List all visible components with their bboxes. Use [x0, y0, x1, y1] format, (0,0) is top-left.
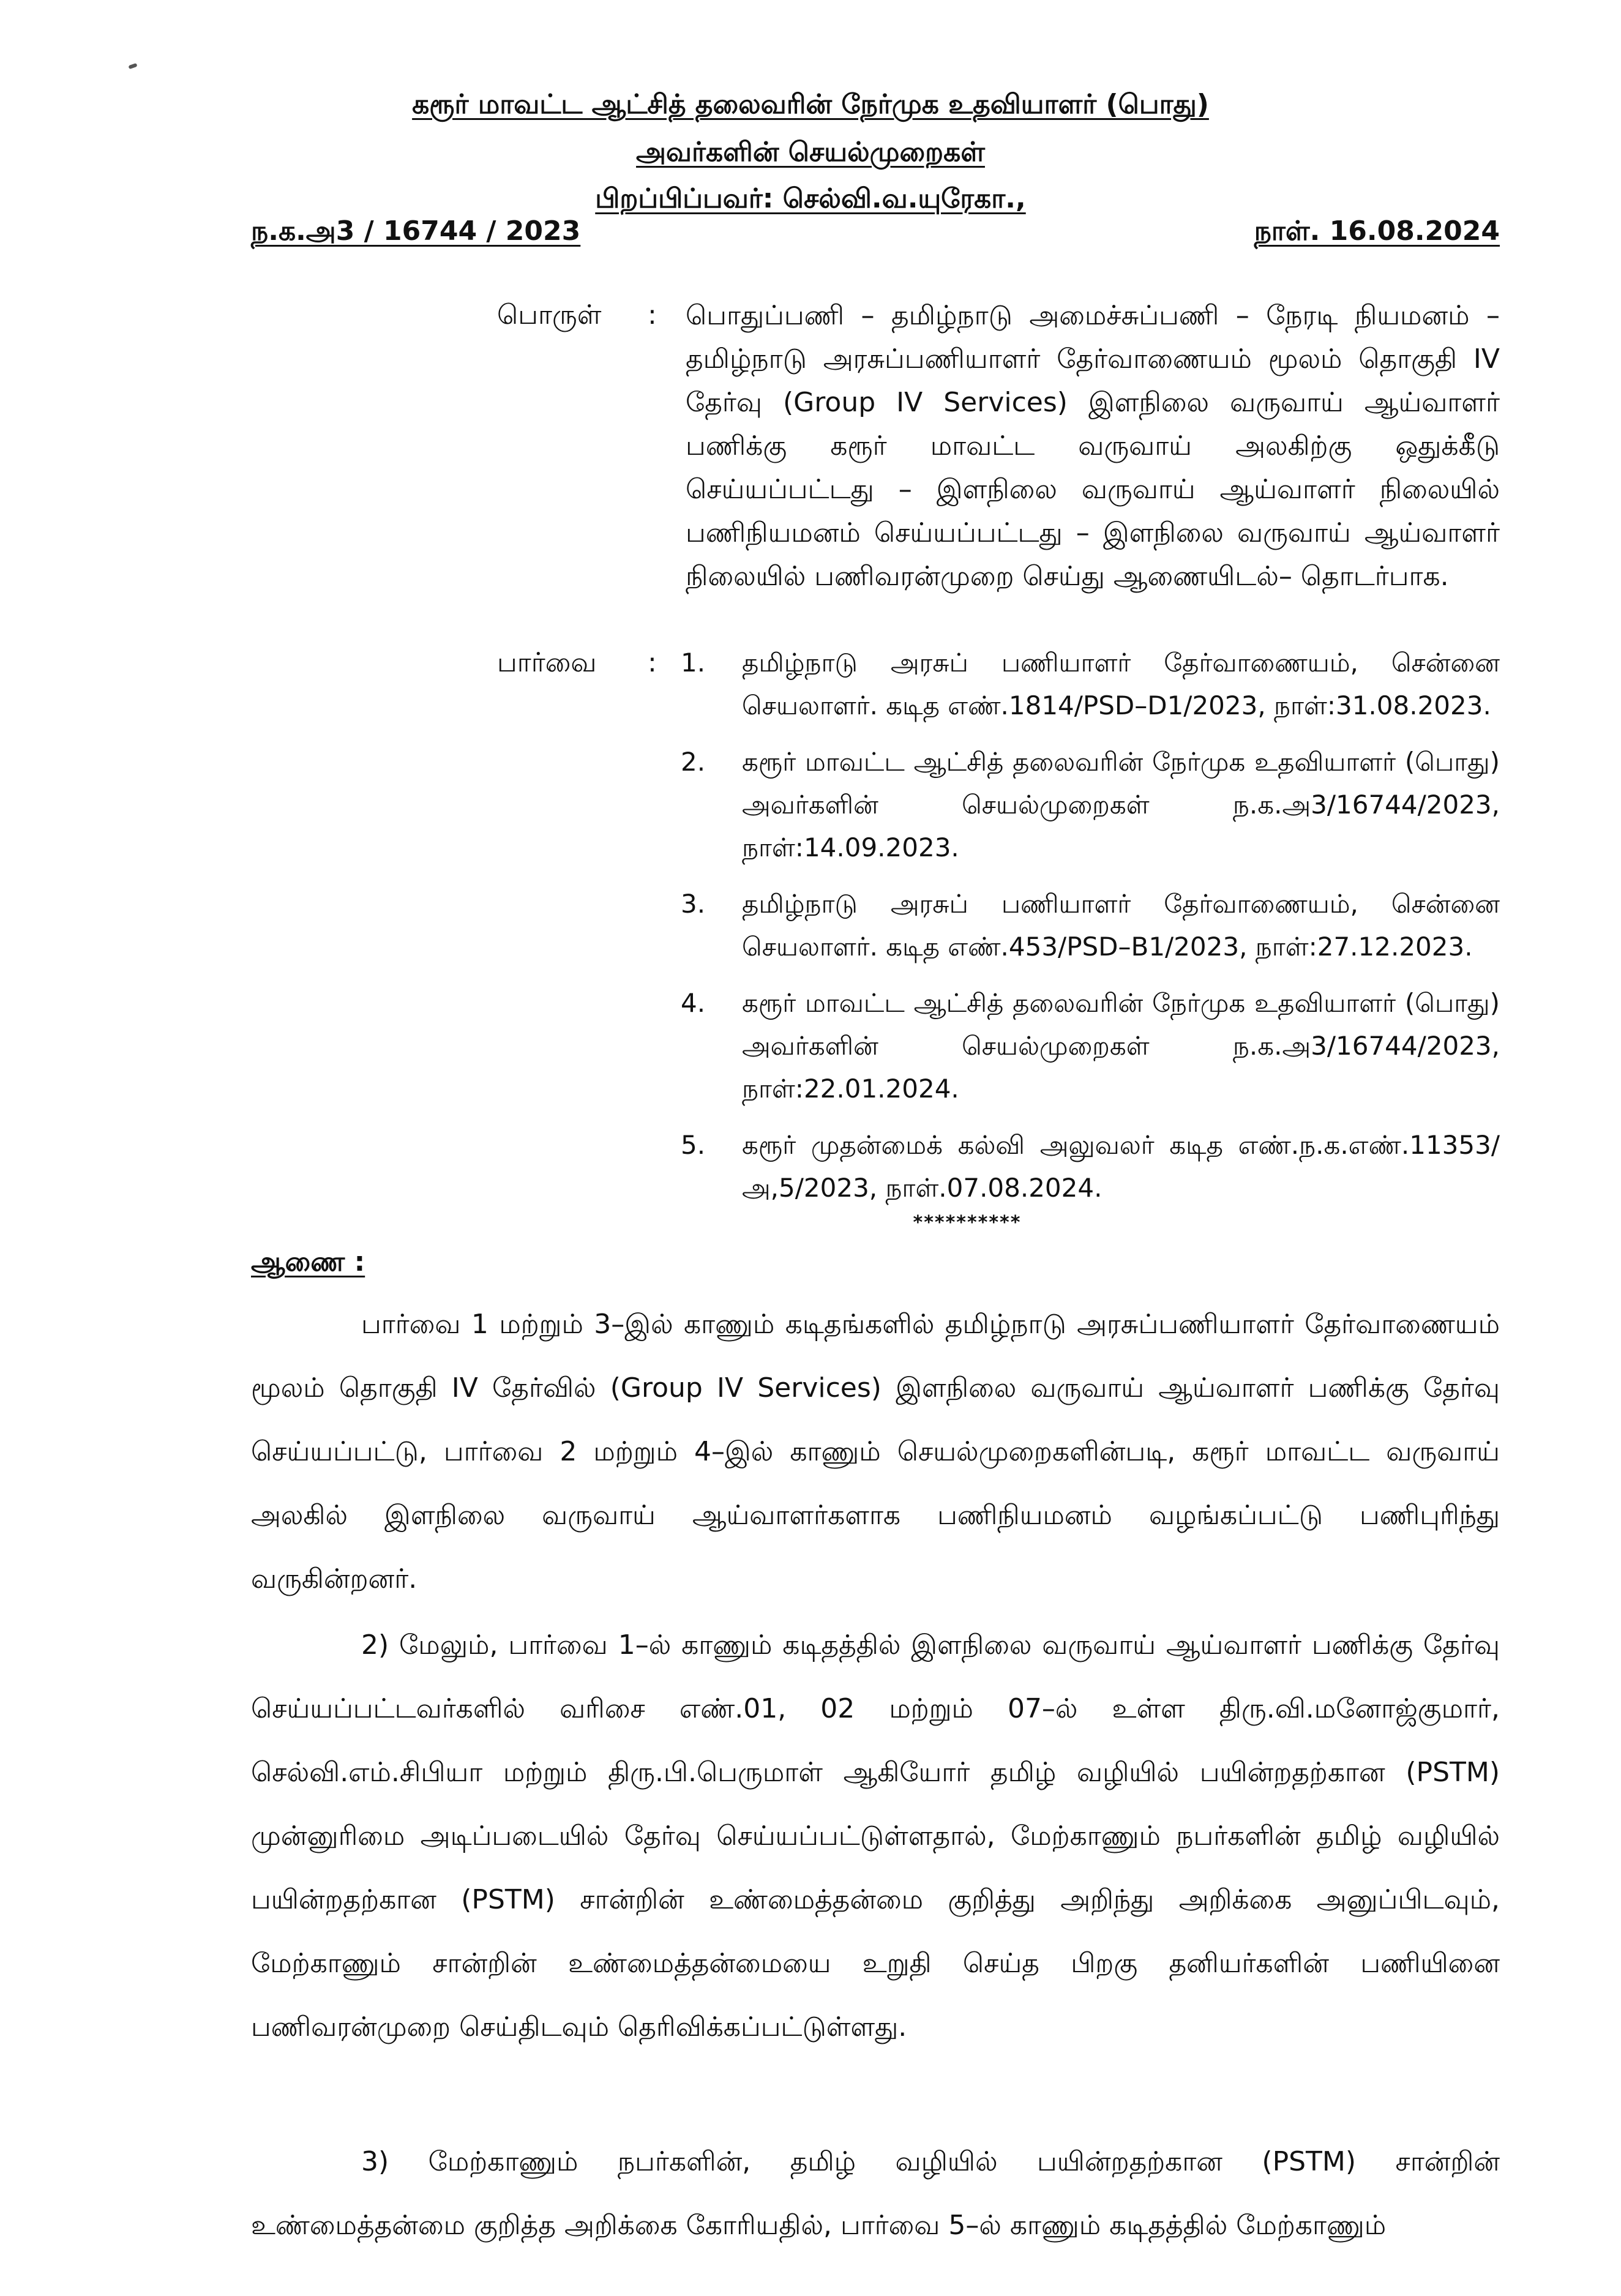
reference-item: [681, 982, 1500, 1110]
reference-line: [251, 215, 1500, 258]
reference-item: [681, 883, 1500, 968]
document-date: நாள். 16.08.2024: [1254, 215, 1500, 247]
paragraph-1: பார்வை 1 மற்றும் 3–இல் காணும் கடிதங்களில் தமிழ்நாடு அரசுப்பணியாளர் தேர்வாணையம் மூலம் தொகுதி IV தேர்வில் (Group IV Services) இளநிலை வருவாய் ஆய்வாளர் பணிக்கு தேர்வு செய்யப்பட்டு, பார்வை 2 மற்றும் 4–இல் காணும் செயல்முறைகளின்படி, கரூர் மாவட்ட வருவாய் அலகில் இளநிலை வருவாய் ஆய்வாளர்களாக பணிநியமனம் வழங்கப்பட்டு பணிபுரிந்து வருகின்றனர்.: [251, 1309, 1500, 1595]
order-heading: ஆணை :: [251, 1246, 365, 1277]
reference-number: 2.: [681, 747, 706, 777]
subject-label: பொருள்: [497, 299, 602, 331]
separator: **********: [913, 1212, 1022, 1233]
paragraph-2: 2) மேலும், பார்வை 1–ல் காணும் கடிதத்தில் இளநிலை வருவாய் ஆய்வாளர் பணிக்கு தேர்வு செய்யப்பட்டவர்களில் வரிசை எண்.01, 02 மற்றும் 07–ல் உள்ள திரு.வி.மனோஜ்குமார், செல்வி.எம்.சிபியா மற்றும் திரு.பி.பெருமாள் ஆகியோர் தமிழ் வழியில் பயின்றதற்கான (PSTM) முன்னுரிமை அடிப்படையில் தேர்வு செய்யப்பட்டுள்ளதால், மேற்காணும் நபர்களின் தமிழ் வழியில் பயின்றதற்கான (PSTM) சான்றின் உண்மைத்தன்மை குறித்து அறிந்து அறிக்கை அனுப்பிடவும், மேற்காணும் சான்றின் உண்மைத்தன்மையை உறுதி செய்த பிறகு தனியர்களின் பணியினை பணிவரன்முறை செய்திடவும் தெரிவிக்கப்பட்டுள்ளது.: [251, 1629, 1500, 2043]
file-number: ந.க.அ3 / 16744 / 2023: [251, 215, 581, 247]
reference-text: கரூர் முதன்மைக் கல்வி அலுவலர் கடித எண்.ந.க.எண்.11353/அ,5/2023, நாள்.07.08.2024.: [742, 1130, 1500, 1203]
header-issued-by-line: பிறப்பிப்பவர்: செல்வி.வ.யுரேகா.,: [595, 183, 1026, 214]
reference-text: தமிழ்நாடு அரசுப் பணியாளர் தேர்வாணையம், சென்னை செயலாளர். கடித எண்.453/PSD–B1/2023, நாள்:27.12.2023.: [742, 889, 1500, 962]
reference-number: 3.: [681, 889, 706, 919]
reference-item: [681, 641, 1500, 727]
subject-colon: :: [648, 299, 657, 331]
header-proceedings-line: அவர்களின் செயல்முறைகள்: [636, 136, 985, 168]
reference-number: 1.: [681, 648, 706, 678]
header-office-line: கரூர் மாவட்ட ஆட்சித் தலைவரின் நேர்முக உதவியாளர் (பொது): [412, 89, 1209, 120]
scan-mark: [128, 63, 137, 69]
paragraph-3: 3) மேற்காணும் நபர்களின், தமிழ் வழியில் பயின்றதற்கான (PSTM) சான்றின் உண்மைத்தன்மை குறித்த அறிக்கை கோரியதில், பார்வை 5–ல் காணும் கடிதத்தில் மேற்காணும்: [251, 2146, 1500, 2241]
references-list: [681, 641, 1500, 1223]
references-colon: :: [648, 647, 657, 678]
reference-item: [681, 1124, 1500, 1210]
subject-text: பொதுப்பணி – தமிழ்நாடு அமைச்சுப்பணி – நேரடி நியமனம் – தமிழ்நாடு அரசுப்பணியாளர் தேர்வாணையம் மூலம் தொகுதி IV தேர்வு (Group IV Services) இளநிலை வருவாய் ஆய்வாளர் பணிக்கு கரூர் மாவட்ட வருவாய் அலகிற்கு ஒதுக்கீடு செய்யப்பட்டது – இளநிலை வருவாய் ஆய்வாளர் நிலையில் பணிநியமனம் செய்யப்பட்டது – இளநிலை வருவாய் ஆய்வாளர் நிலையில் பணிவரன்முறை செய்து ஆணையிடல்– தொடர்பாக.: [686, 300, 1500, 592]
reference-number: 4.: [681, 988, 706, 1018]
reference-text: தமிழ்நாடு அரசுப் பணியாளர் தேர்வாணையம், சென்னை செயலாளர். கடித எண்.1814/PSD–D1/2023, நாள்:31.08.2023.: [742, 648, 1500, 720]
reference-text: கரூர் மாவட்ட ஆட்சித் தலைவரின் நேர்முக உதவியாளர் (பொது) அவர்களின் செயல்முறைகள் ந.க.அ3/16744/2023, நாள்:14.09.2023.: [742, 747, 1500, 862]
reference-text: கரூர் மாவட்ட ஆட்சித் தலைவரின் நேர்முக உதவியாளர் (பொது) அவர்களின் செயல்முறைகள் ந.க.அ3/16744/2023, நாள்:22.01.2024.: [742, 988, 1500, 1104]
reference-number: 5.: [681, 1130, 706, 1160]
references-label: பார்வை: [497, 647, 597, 678]
reference-item: [681, 741, 1500, 869]
